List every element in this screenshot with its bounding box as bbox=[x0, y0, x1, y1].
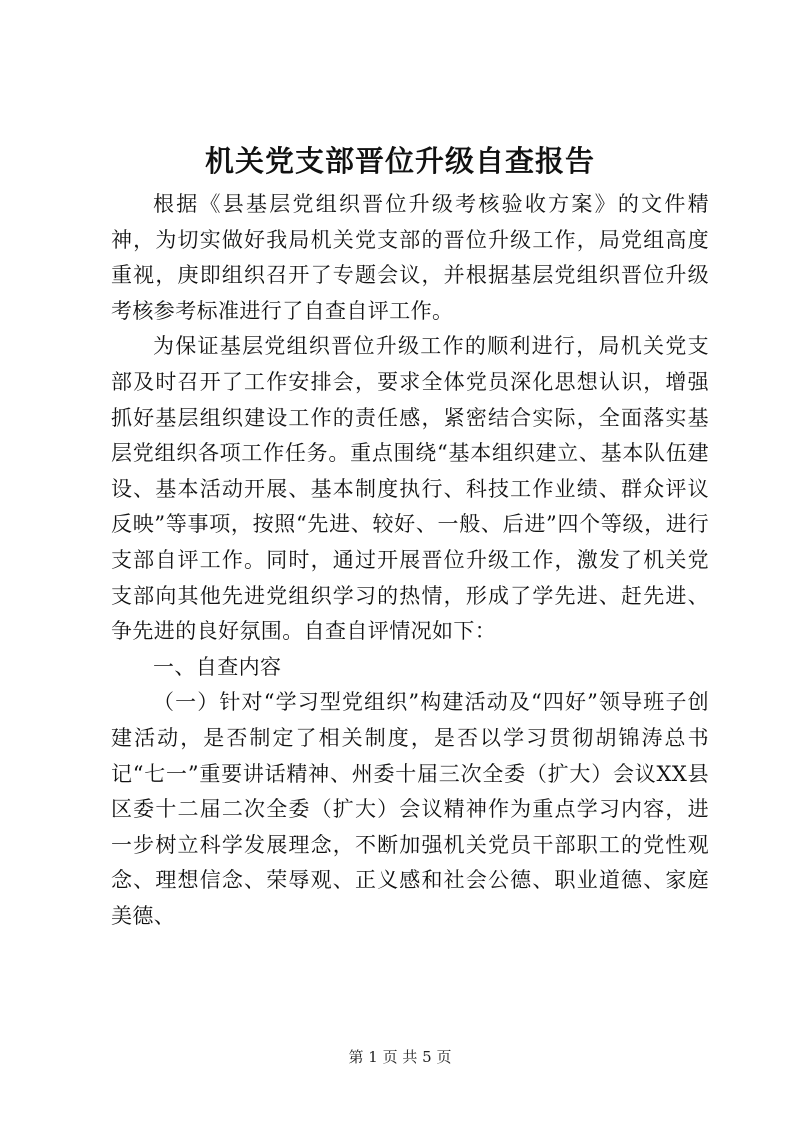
paragraph-process: 为保证基层党组织晋位升级工作的顺利进行，局机关党支部及时召开了工作安排会，要求全体党员深化思想认识，增强抓好基层组织建设工作的责任感，紧密结合实际，全面落实基层党组织各项工作任务。重点围绕“基本组织建立、基本队伍建设、基本活动开展、基本制度执行、科技工作业绩、群众评议反映”等事项，按照“先进、较好、一般、后进”四个等级，进行支部自评工作。同时，通过开展晋位升级工作，激发了机关党支部向其他先进党组织学习的热情，形成了学先进、赶先进、争先进的良好氛围。自查自评情况如下： bbox=[111, 334, 709, 644]
document-body bbox=[111, 187, 709, 934]
paragraph-item-one: （一）针对“学习型党组织”构建活动及“四好”领导班子创建活动，是否制定了相关制度，是否以学习贯彻胡锦涛总书记“七一”重要讲话精神、州委十届三次全委（扩大）会议XX县区委十二届二次全委（扩大）会议精神作为重点学习内容，进一步树立科学发展理念，不断加强机关党员干部职工的党性观念、理想信念、荣辱观、正义感和社会公德、职业道德、家庭美德、 bbox=[111, 690, 709, 928]
page-footer: 第 1 页 共 5 页 bbox=[348, 1048, 452, 1066]
paragraph-intro: 根据《县基层党组织晋位升级考核验收方案》的文件精神，为切实做好我局机关党支部的晋位升级工作，局党组高度重视，庚即组织召开了专题会议，并根据基层党组织晋位升级考核参考标准进行了自查自评工作。 bbox=[111, 192, 709, 323]
page-title: 机关党支部晋位升级自查报告 bbox=[204, 144, 595, 178]
section-heading: 一、自查内容 bbox=[153, 654, 282, 679]
